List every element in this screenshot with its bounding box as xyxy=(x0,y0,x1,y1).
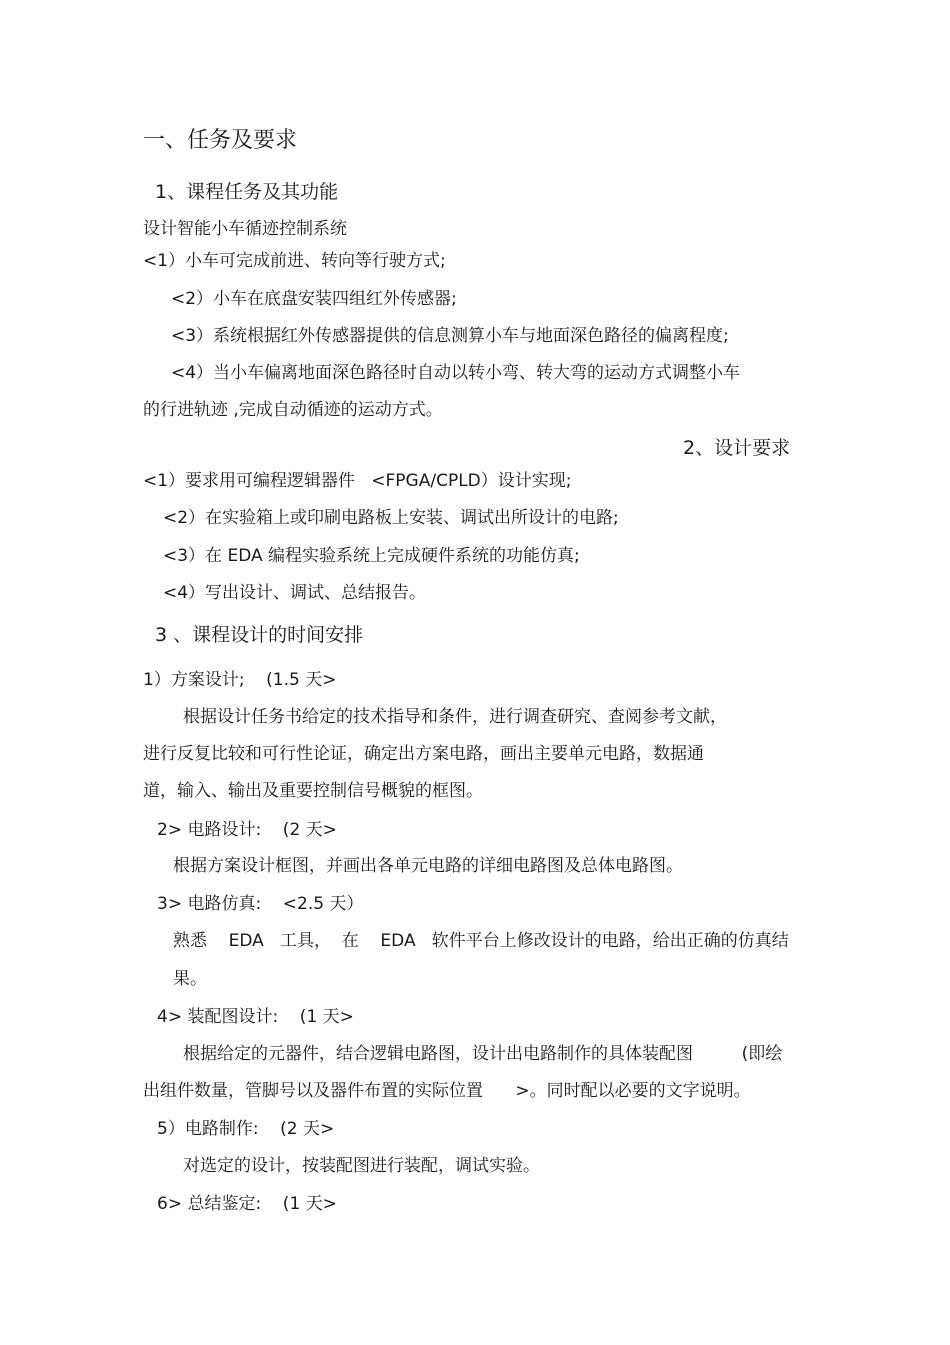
schedule-line: 5）电路制作: (2 天> xyxy=(157,1119,335,1139)
schedule-line: 2> 电路设计: (2 天> xyxy=(157,820,337,840)
section-1-item: <3）系统根据红外传感器提供的信息测算小车与地面深色路径的偏离程度; xyxy=(171,326,729,346)
schedule-line: 3> 电路仿真: <2.5 天） xyxy=(157,894,364,914)
schedule-line: 进行反复比较和可行性论证，确定出方案电路，画出主要单元电路，数据通 xyxy=(143,744,704,764)
section-1-item: <1）小车可完成前进、转向等行驶方式; xyxy=(143,251,446,271)
schedule-line: 1）方案设计; (1.5 天> xyxy=(143,670,337,690)
schedule-line: 4> 装配图设计: (1 天> xyxy=(157,1007,354,1027)
section-1-item: <2）小车在底盘安装四组红外传感器; xyxy=(171,289,457,309)
schedule-line: 对选定的设计，按装配图进行装配，调试实验。 xyxy=(183,1156,540,1176)
section-1-item: <4）当小车偏离地面深色路径时自动以转小弯、转大弯的运动方式调整小车 xyxy=(171,363,741,383)
schedule-line: 道，输入、输出及重要控制信号概貌的框图。 xyxy=(143,781,483,801)
schedule-line: 熟悉 EDA 工具， 在 EDA 软件平台上修改设计的电路，给出正确的仿真结 xyxy=(173,931,789,951)
schedule-line: 根据给定的元器件，结合逻辑电路图，设计出电路制作的具体装配图 (即绘 xyxy=(183,1044,783,1064)
schedule-line: 根据设计任务书给定的技术指导和条件，进行调查研究、查阅参考文献， xyxy=(183,707,727,727)
section-2-title: 2、设计要求 xyxy=(683,437,791,459)
main-heading: 一、任务及要求 xyxy=(143,128,298,153)
section-2-item: <4）写出设计、调试、总结报告。 xyxy=(163,583,427,603)
schedule-line: 根据方案设计框图，并画出各单元电路的详细电路图及总体电路图。 xyxy=(173,856,683,876)
section-1-title: 1、课程任务及其功能 xyxy=(155,181,339,203)
section-1-intro: 设计智能小车循迹控制系统 xyxy=(143,219,347,239)
schedule-line: 果。 xyxy=(173,969,207,989)
section-2-item: <2）在实验箱上或印刷电路板上安装、调试出所设计的电路; xyxy=(163,508,619,528)
schedule-line: 6> 总结鉴定: (1 天> xyxy=(157,1194,337,1214)
section-1-item: 的行进轨迹 ,完成自动循迹的运动方式。 xyxy=(143,400,443,420)
section-3-title: 3 、课程设计的时间安排 xyxy=(155,624,364,646)
section-2-item: <3）在 EDA 编程实验系统上完成硬件系统的功能仿真; xyxy=(163,546,580,566)
schedule-line: 出组件数量，管脚号以及器件布置的实际位置 >。同时配以必要的文字说明。 xyxy=(143,1081,751,1101)
section-2-item: <1）要求用可编程逻辑器件 <FPGA/CPLD）设计实现; xyxy=(143,471,572,491)
